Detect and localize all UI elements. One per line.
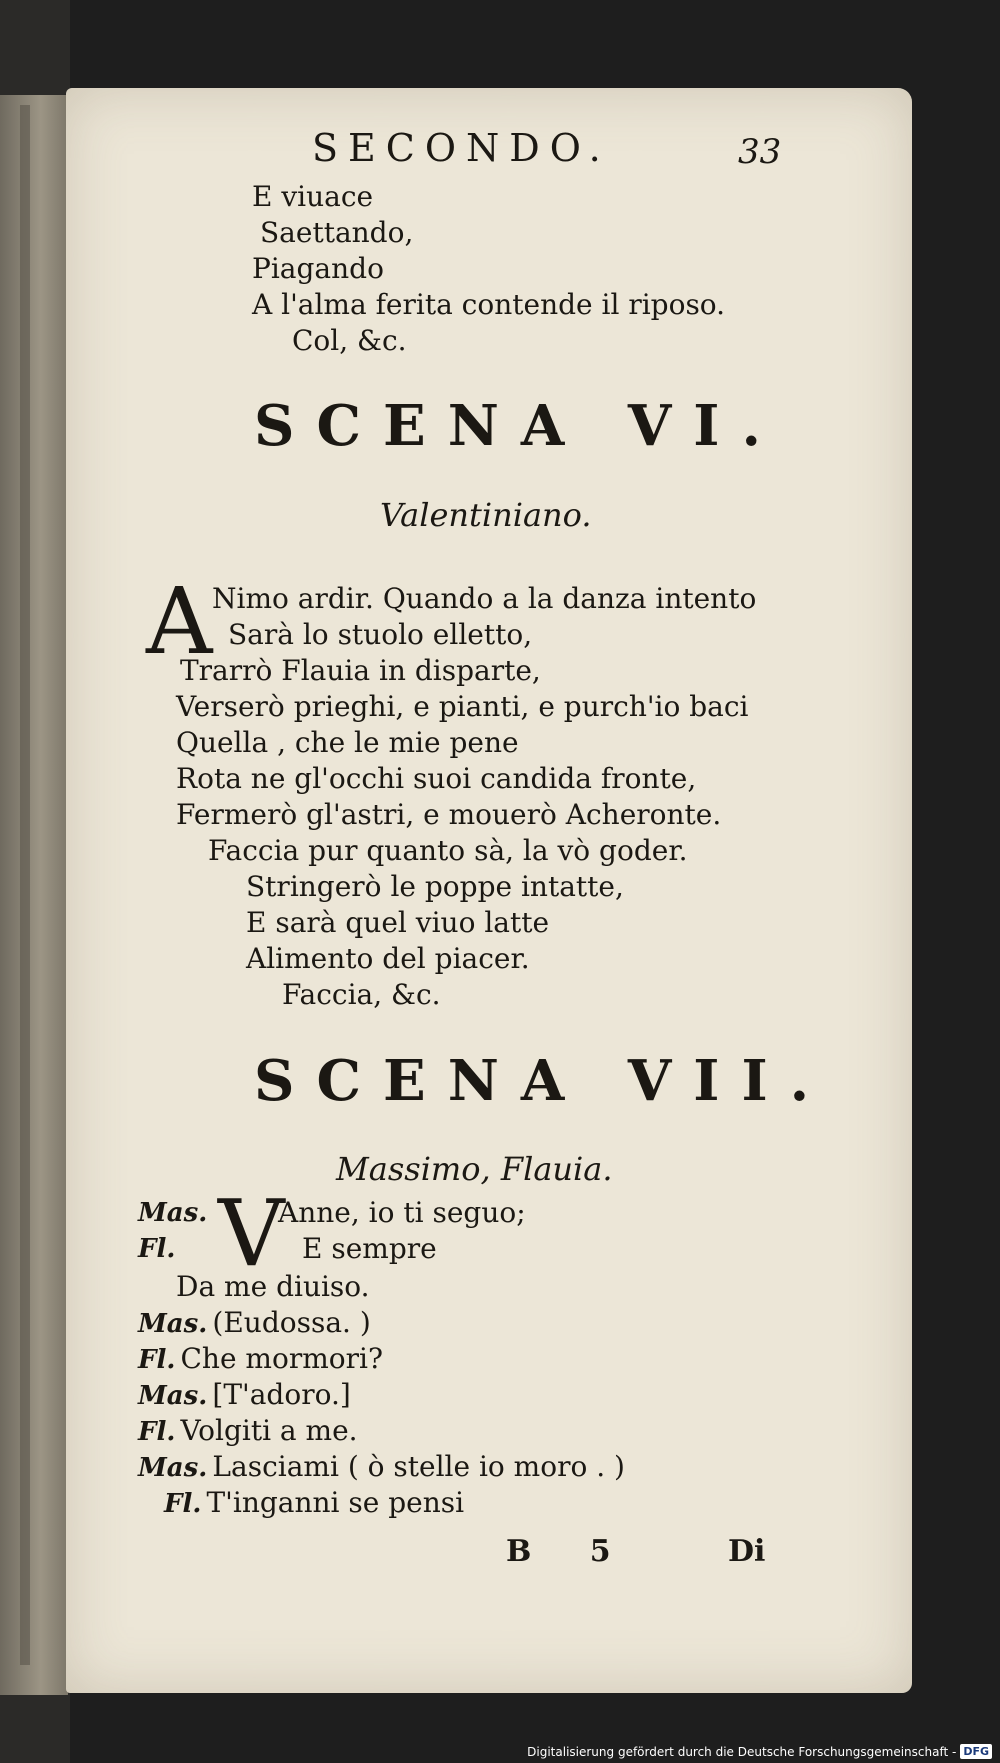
book-page (66, 88, 912, 1693)
speaker: Mas. (138, 1198, 208, 1228)
verse-line: A l'alma ferita contende il riposo. (252, 288, 726, 321)
dialogue-line (138, 1306, 371, 1339)
verse-line: Trarrò Flauia in disparte, (180, 654, 541, 687)
dialogue-line (138, 1378, 351, 1411)
previous-page-edge (0, 95, 68, 1695)
running-header: SECONDO. (312, 126, 611, 170)
speaker: Fl. (138, 1417, 176, 1447)
dfg-logo-icon: DFG (960, 1744, 992, 1759)
scene-vi-title: SCENA VI. (254, 393, 783, 459)
speech: E sempre (302, 1232, 437, 1265)
verse-line: Stringerò le poppe intatte, (246, 870, 624, 903)
previous-page-shadow (20, 105, 30, 1665)
speaker: Fl. (138, 1345, 176, 1375)
dfg-credit (527, 1744, 992, 1759)
scene-vii-title: SCENA VII. (254, 1048, 832, 1114)
speech: Volgiti a me. (180, 1414, 358, 1447)
speaker: Fl. (138, 1234, 176, 1264)
dialogue-line (138, 1450, 625, 1483)
dialogue-line (164, 1486, 464, 1519)
verse-line: Nimo ardir. Quando a la danza intento (212, 582, 757, 615)
dialogue-line (138, 1196, 526, 1229)
speaker: Mas. (138, 1381, 208, 1411)
dialogue-line (138, 1232, 437, 1265)
speaker: Mas. (138, 1453, 208, 1483)
page-number: 33 (738, 132, 782, 172)
speech: (Eudossa. ) (212, 1306, 371, 1339)
speech: T'inganni se pensi (206, 1486, 465, 1519)
signature-mark: B 5 (506, 1534, 635, 1569)
verse-line: Piagando (252, 252, 384, 285)
speech: Da me diuiso. (176, 1270, 370, 1303)
verse-line: Rota ne gl'occhi suoi candida fronte, (176, 762, 697, 795)
drop-cap: A (146, 568, 213, 675)
verse-line: E sarà quel viuo latte (246, 906, 550, 939)
verse-line: Faccia pur quanto sà, la vò goder. (208, 834, 688, 867)
dialogue-line (176, 1270, 370, 1303)
verse-line: Sarà lo stuolo elletto, (228, 618, 533, 651)
speech: Anne, io ti seguo; (278, 1196, 526, 1229)
verse-line: Alimento del piacer. (246, 942, 530, 975)
scene-vii-characters: Massimo, Flauia. (336, 1150, 613, 1188)
speaker: Fl. (164, 1489, 202, 1519)
verse-line: Quella , che le mie pene (176, 726, 519, 759)
verse-line: Saettando, (260, 216, 414, 249)
verse-line: Col, &c. (292, 324, 407, 357)
speaker: Mas. (138, 1309, 208, 1339)
verse-line: Fermerò gl'astri, e mouerò Acheronte. (176, 798, 722, 831)
speech: Che mormori? (180, 1342, 383, 1375)
scene-vi-character: Valentiniano. (380, 496, 592, 534)
verse-line: Verserò prieghi, e pianti, e purch'io baci (176, 690, 749, 723)
dialogue-line (138, 1414, 358, 1447)
dialogue-line (138, 1342, 383, 1375)
speech: [T'adoro.] (212, 1378, 351, 1411)
catchword: Di (728, 1534, 766, 1569)
speech: Lasciami ( ò stelle io moro . ) (212, 1450, 625, 1483)
drop-cap: V (218, 1180, 285, 1287)
verse-line: Faccia, &c. (282, 978, 441, 1011)
dfg-credit-text: Digitalisierung gefördert durch die Deutsche Forschungsgemeinschaft - (527, 1744, 957, 1759)
verse-line: E viuace (252, 180, 374, 213)
